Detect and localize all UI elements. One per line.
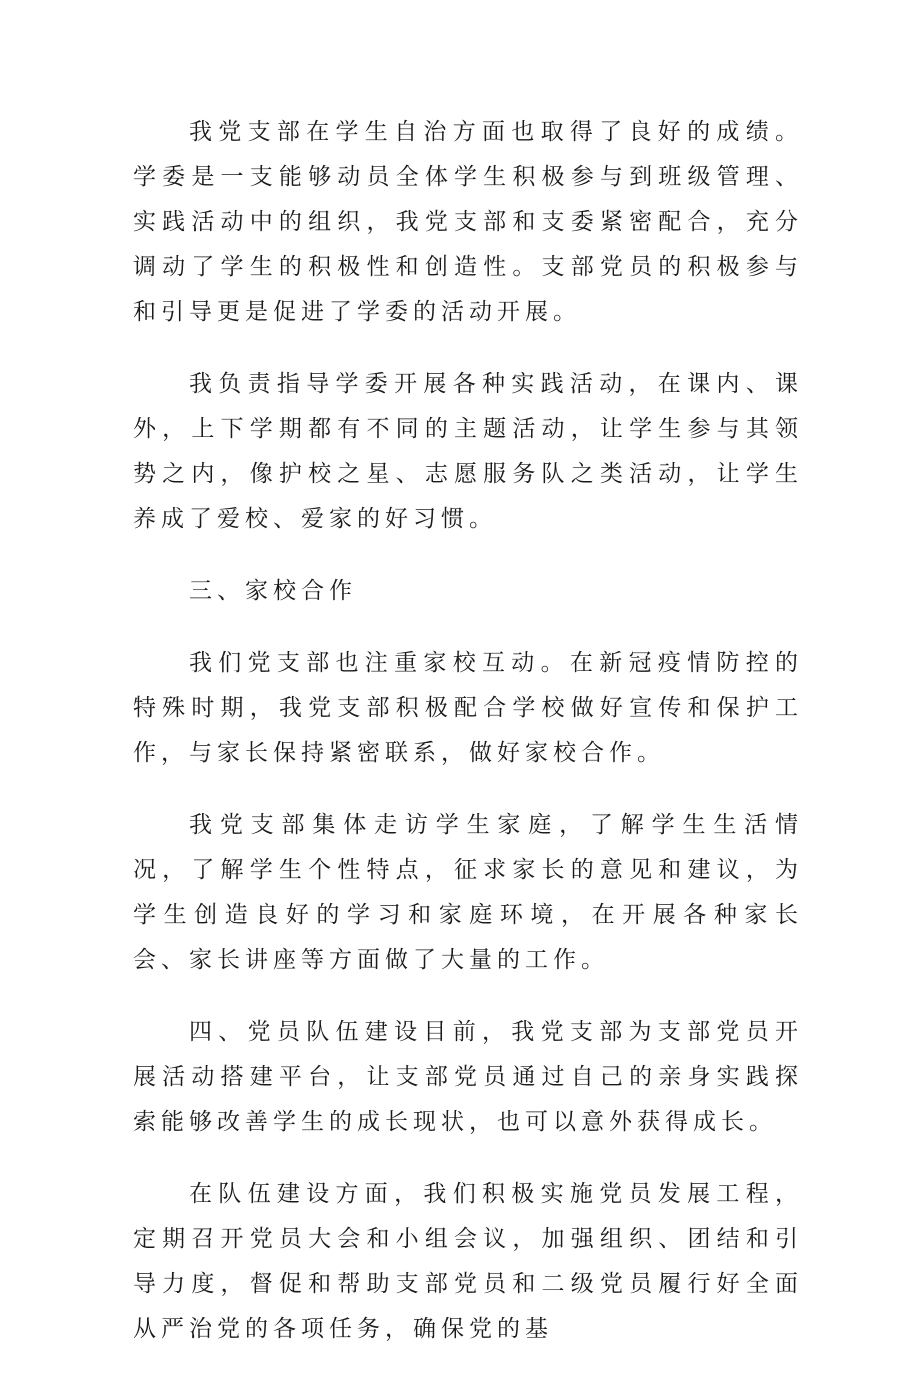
paragraph-practice-activities: 我负责指导学委开展各种实践活动，在课内、课外，上下学期都有不同的主题活动，让学生参与其领势之内，像护校之星、志愿服务队之类活动，让学生养成了爱校、爱家的好习惯。 <box>133 371 803 532</box>
document-body <box>133 110 803 1379</box>
paragraph-family-visits: 我党支部集体走访学生家庭，了解学生生活情况，了解学生个性特点，征求家长的意见和建议，为学生创造良好的学习和家庭环境，在开展各种家长会、家长讲座等方面做了大量的工作。 <box>133 812 803 973</box>
paragraph-home-school-interaction: 我们党支部也注重家校互动。在新冠疫情防控的特殊时期，我党支部积极配合学校做好宣传和保护工作，与家长保持紧密联系，做好家校合作。 <box>133 650 803 766</box>
paragraph-student-autonomy: 我党支部在学生自治方面也取得了良好的成绩。学委是一支能够动员全体学生积极参与到班级管理、实践活动中的组织，我党支部和支委紧密配合，充分调动了学生的积极性和创造性。支部党员的积极参与和引导更是促进了学委的活动开展。 <box>133 119 803 325</box>
section-heading-home-school: 三、家校合作 <box>189 578 357 604</box>
paragraph-member-development: 在队伍建设方面，我们积极实施党员发展工程，定期召开党员大会和小组会议，加强组织、团结和引导力度，督促和帮助支部党员和二级党员履行好全面从严治党的各项任务，确保党的基 <box>133 1181 803 1342</box>
paragraph-team-building: 四、党员队伍建设目前，我党支部为支部党员开展活动搭建平台，让支部党员通过自己的亲身实践探索能够改善学生的成长现状，也可以意外获得成长。 <box>133 1019 803 1135</box>
